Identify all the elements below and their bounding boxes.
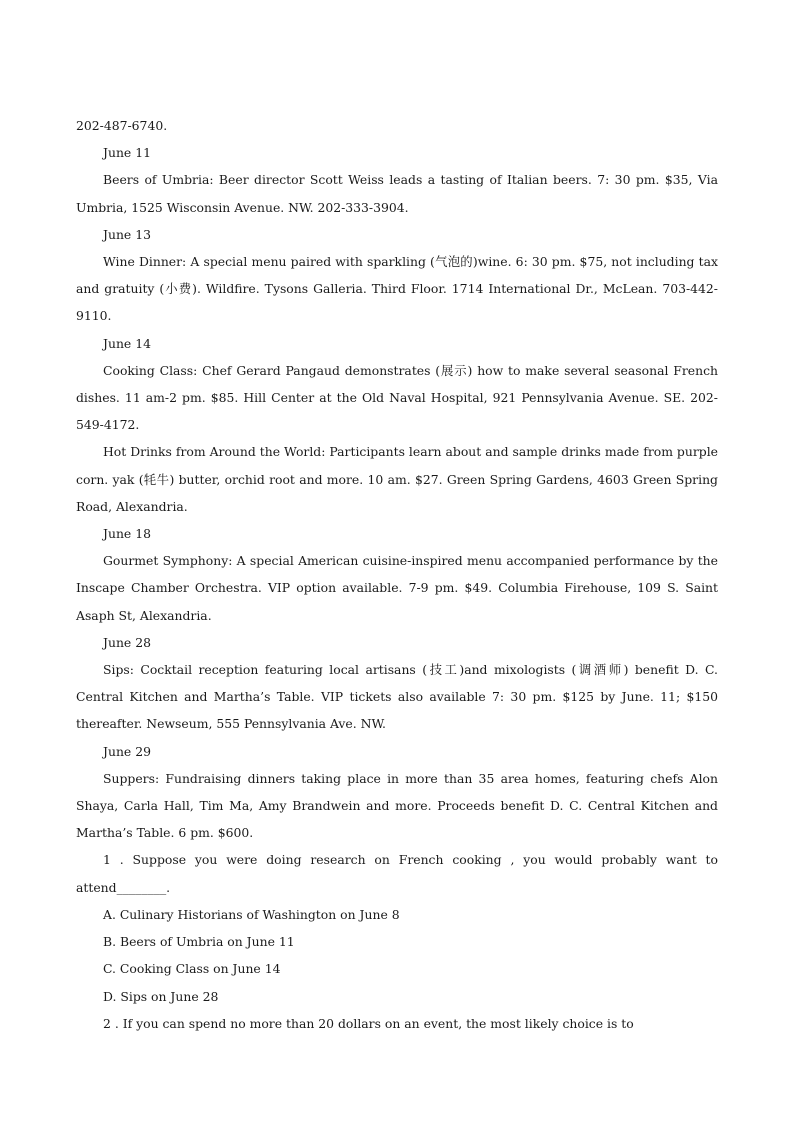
question-1-option-a: A. Culinary Historians of Washington on June 8 — [103, 906, 400, 922]
date-june-29: June 29 — [103, 743, 151, 759]
date-june-11: June 11 — [103, 145, 151, 161]
question-1: 1 . Suppose you were doing research on French cooking , you would probably want to attend________. — [76, 852, 718, 895]
event-hot-drinks: Hot Drinks from Around the World: Participants learn about and sample drinks made from purple corn. yak (牦牛) butter, orchid root and more. 10 am. $27. Green Spring Gardens, 4603 Green Spring Road, Alexandria. — [76, 444, 718, 514]
event-sips: Sips: Cocktail reception featuring local artisans (技工)and mixologists (调酒师) benefit D. C. Central Kitchen and Martha’s Table. VIP tickets also available 7: 30 pm. $125 by June. 11; $150 thereafter. Newseum, 555 Pennsylvania Ave. NW. — [76, 662, 718, 732]
date-june-28: June 28 — [103, 634, 151, 650]
date-june-14: June 14 — [103, 335, 151, 351]
question-1-option-c: C. Cooking Class on June 14 — [103, 961, 281, 977]
event-cooking-class: Cooking Class: Chef Gerard Pangaud demonstrates (展示) how to make several seasonal French dishes. 11 am-2 pm. $85. Hill Center at the Old Naval Hospital, 921 Pennsylvania Avenue. SE. 202-549-4172. — [76, 362, 718, 433]
date-june-18: June 18 — [103, 526, 151, 542]
event-suppers: Suppers: Fundraising dinners taking place in more than 35 area homes, featuring chefs Alon Shaya, Carla Hall, Tim Ma, Amy Brandwein and more. Proceeds benefit D. C. Central Kitchen and Martha’s Table. 6 pm. $600. — [76, 770, 718, 841]
question-1-option-d: D. Sips on June 28 — [103, 988, 219, 1004]
document-page — [76, 112, 718, 1037]
date-june-13: June 13 — [103, 226, 151, 242]
event-beers-of-umbria: Beers of Umbria: Beer director Scott Weiss leads a tasting of Italian beers. 7: 30 pm. $35, Via Umbria, 1525 Wisconsin Avenue. NW. 202-333-3904. — [76, 172, 718, 215]
question-1-option-b: B. Beers of Umbria on June 11 — [103, 934, 295, 950]
event-gourmet-symphony: Gourmet Symphony: A special American cuisine-inspired menu accompanied performance by the Inscape Chamber Orchestra. VIP option available. 7-9 pm. $49. Columbia Firehouse, 109 S. Saint Asaph St, Alexandria. — [76, 553, 718, 623]
question-2: 2 . If you can spend no more than 20 dollars on an event, the most likely choice is to — [103, 1015, 634, 1031]
phone-continuation: 202-487-6740. — [76, 118, 168, 133]
event-wine-dinner: Wine Dinner: A special menu paired with sparkling (气泡的)wine. 6: 30 pm. $75, not including tax and gratuity (小费). Wildfire. Tysons Galleria. Third Floor. 1714 International Dr., McLean. 703-442-9110. — [76, 254, 718, 324]
